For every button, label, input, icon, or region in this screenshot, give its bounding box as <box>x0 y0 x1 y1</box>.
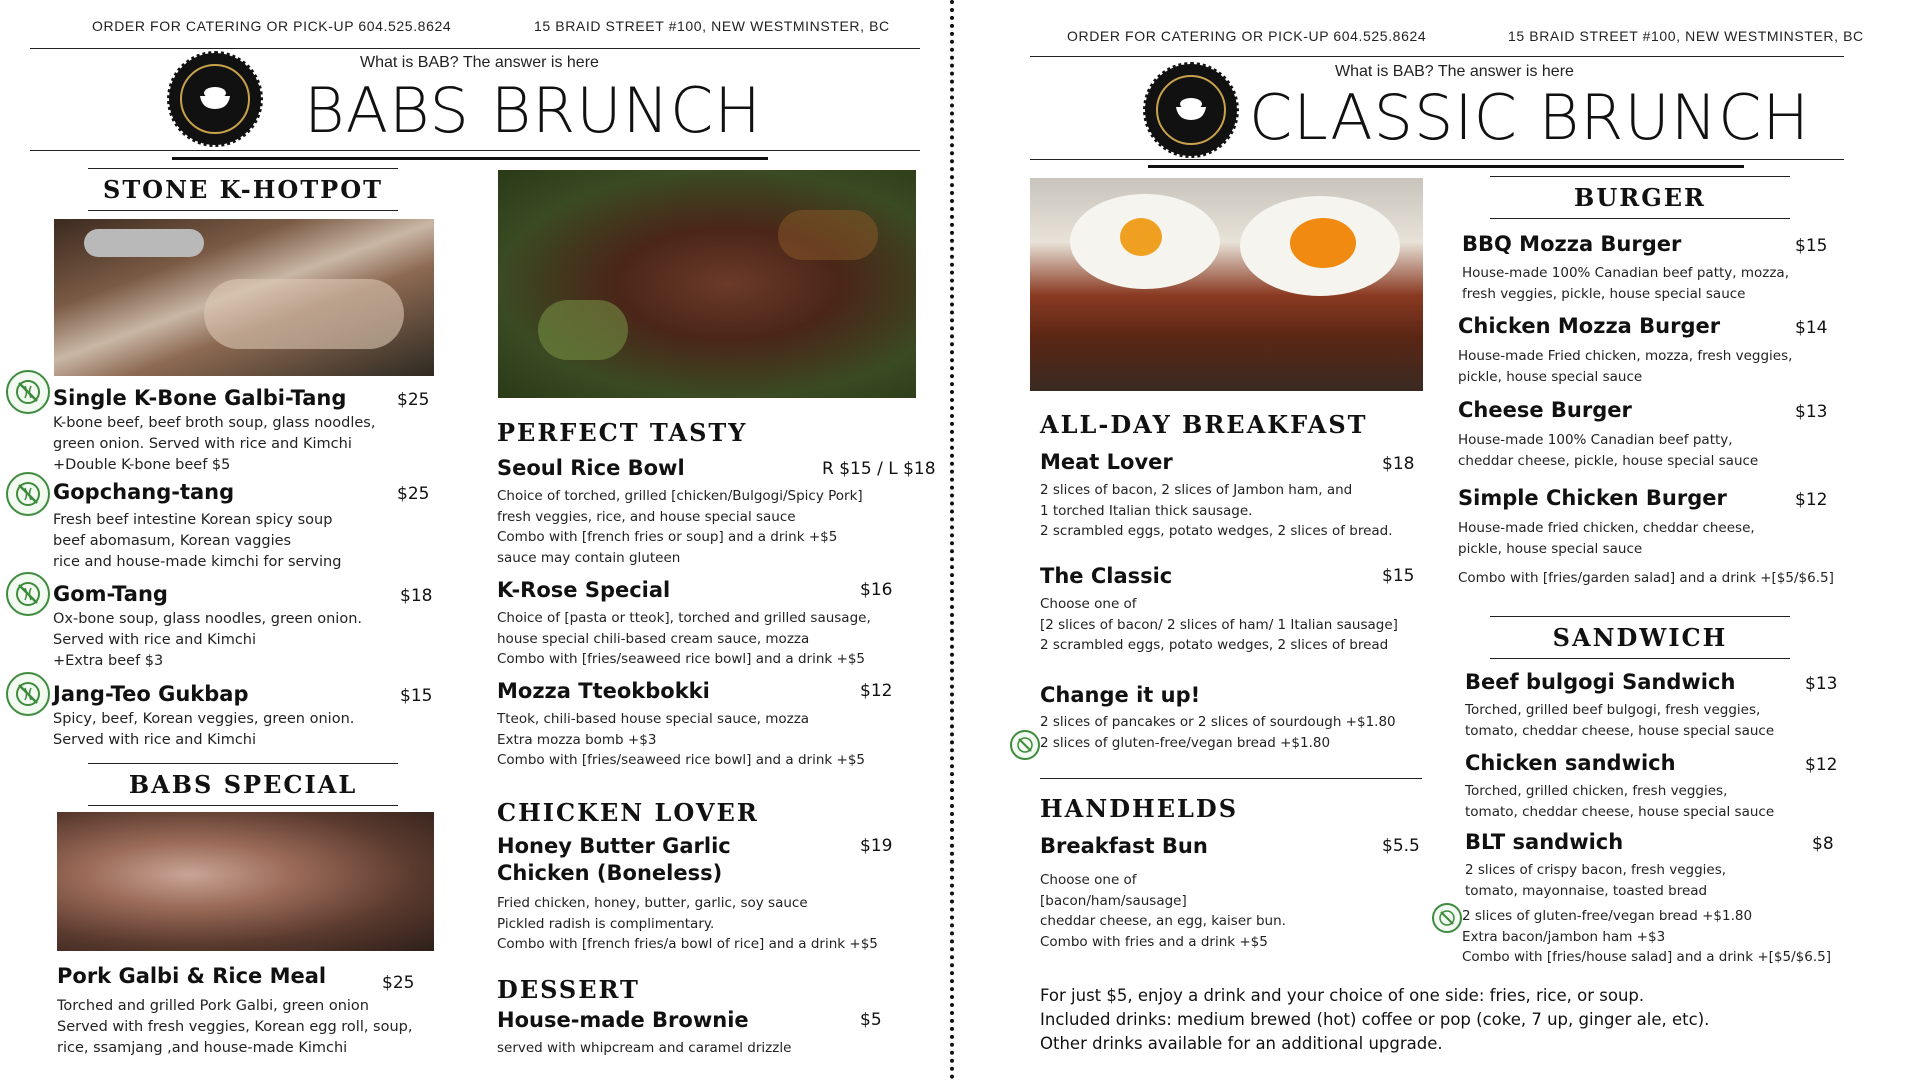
item-desc: [2 slices of bacon/ 2 slices of ham/ 1 Italian sausage] <box>1040 616 1398 633</box>
item-price: $12 <box>1805 755 1838 775</box>
order-info: ORDER FOR CATERING OR PICK-UP 604.525.8624 <box>92 18 452 34</box>
item-desc: Tteok, chili-based house special sauce, mozza <box>497 711 810 727</box>
pork-galbi-photo <box>57 812 434 951</box>
section-babs-special <box>88 763 398 806</box>
item-name: Pork Galbi & Rice Meal <box>57 964 327 988</box>
gluten-free-icon <box>1432 903 1462 933</box>
item-price: R $15 / L $18 <box>822 459 936 479</box>
item-desc: Torched, grilled chicken, fresh veggies, <box>1465 783 1728 799</box>
sandwich-extra: Extra bacon/jambon ham +$3 <box>1462 928 1666 945</box>
gluten-free-icon <box>6 472 50 516</box>
item-name: House-made Brownie <box>497 1008 749 1032</box>
item-desc: Fried chicken, honey, butter, garlic, soy sauce <box>497 895 808 911</box>
item-price: $15 <box>400 686 433 706</box>
section-title: BURGER <box>1574 183 1706 212</box>
item-price: $12 <box>1795 490 1828 510</box>
item-name: Beef bulgogi Sandwich <box>1465 670 1736 694</box>
item-name: Gopchang-tang <box>53 480 235 504</box>
title-rule <box>1030 159 1844 160</box>
item-desc: Torched, grilled beef bulgogi, fresh veggies, <box>1465 702 1761 718</box>
item-price: $19 <box>860 836 893 856</box>
item-price: $5.5 <box>1382 836 1420 856</box>
tagline: What is BAB? The answer is here <box>1335 63 1574 80</box>
section-title-chicken-lover: CHICKEN LOVER <box>497 798 759 827</box>
header-rule <box>1030 56 1844 57</box>
item-desc: fresh veggies, rice, and house special sauce <box>497 508 796 525</box>
item-name: Honey Butter Garlic <box>497 834 731 858</box>
item-desc: Combo with [french fries/a bowl of rice] and a drink +$5 <box>497 936 878 952</box>
item-name: BLT sandwich <box>1465 830 1624 854</box>
section-burger <box>1490 176 1790 219</box>
item-desc: rice and house-made kimchi for serving <box>53 554 342 570</box>
item-desc: Served with rice and Kimchi <box>53 632 257 648</box>
tagline: What is BAB? The answer is here <box>360 54 599 71</box>
item-name: Simple Chicken Burger <box>1458 486 1727 510</box>
title-rule-thick <box>1148 165 1744 168</box>
item-desc: Served with fresh veggies, Korean egg roll, soup, <box>57 1019 413 1035</box>
item-price: $25 <box>397 484 430 504</box>
bab-logo <box>172 56 258 142</box>
section-title: SANDWICH <box>1552 623 1728 652</box>
address: 15 BRAID STREET #100, NEW WESTMINSTER, BC <box>1508 28 1864 44</box>
item-name: Seoul Rice Bowl <box>497 456 685 480</box>
item-desc: served with whipcream and caramel drizzle <box>497 1040 792 1056</box>
item-name: Change it up! <box>1040 683 1201 707</box>
sandwich-extra: Combo with [fries/house salad] and a drink +[$5/$6.5] <box>1462 949 1831 965</box>
item-desc: Spicy, beef, Korean veggies, green onion. <box>53 711 355 727</box>
bulgogi-photo <box>498 170 916 398</box>
item-desc: +Extra beef $3 <box>53 653 164 669</box>
item-name: K-Rose Special <box>497 578 671 602</box>
item-desc: Choose one of <box>1040 596 1137 612</box>
item-desc: Extra mozza bomb +$3 <box>497 731 657 748</box>
item-name: Gom-Tang <box>53 582 168 606</box>
gluten-free-icon <box>6 572 50 616</box>
item-desc: tomato, cheddar cheese, house special sauce <box>1465 722 1775 739</box>
galbitang-photo <box>54 219 434 376</box>
item-price: $13 <box>1795 402 1828 422</box>
address: 15 BRAID STREET #100, NEW WESTMINSTER, BC <box>534 18 890 34</box>
item-desc: Torched and grilled Pork Galbi, green onion <box>57 998 369 1014</box>
item-desc: 2 scrambled eggs, potato wedges, 2 slices of bread. <box>1040 523 1393 539</box>
section-title-handhelds: HANDHELDS <box>1040 794 1239 823</box>
section-sandwich <box>1490 616 1790 659</box>
header-rule <box>30 48 920 49</box>
item-price: $18 <box>400 586 433 606</box>
bab-logo <box>1148 67 1234 153</box>
footer-note <box>1040 984 1709 1056</box>
item-desc: Combo with [french fries or soup] and a drink +$5 <box>497 529 838 545</box>
item-name: Mozza Tteokbokki <box>497 679 710 703</box>
page-title: CLASSIC BRUNCH <box>1249 81 1811 154</box>
item-desc: House-made 100% Canadian beef patty, <box>1458 432 1733 448</box>
section-title: STONE K-HOTPOT <box>102 175 383 204</box>
item-name: Chicken sandwich <box>1465 751 1676 775</box>
item-name: Cheese Burger <box>1458 398 1632 422</box>
footer-line: For just $5, enjoy a drink and your choice of one side: fries, rice, or soup. <box>1040 986 1645 1005</box>
page-divider <box>950 0 954 1080</box>
gluten-free-icon <box>6 370 50 414</box>
gluten-free-icon <box>6 672 50 716</box>
item-price: $15 <box>1382 566 1415 586</box>
item-desc: Choice of [pasta or tteok], torched and grilled sausage, <box>497 610 871 626</box>
item-price: $12 <box>860 681 893 701</box>
page-title: BABS BRUNCH <box>304 74 762 147</box>
item-price: $5 <box>860 1010 882 1030</box>
item-desc: rice, ssamjang ,and house-made Kimchi <box>57 1040 348 1056</box>
item-price: $14 <box>1795 318 1828 338</box>
item-price: $16 <box>860 580 893 600</box>
item-desc: K-bone beef, beef broth soup, glass noodles, <box>53 415 376 431</box>
section-title-perfect-tasty: PERFECT TASTY <box>497 418 748 447</box>
item-desc: tomato, cheddar cheese, house special sauce <box>1465 803 1775 820</box>
item-desc: +Double K-bone beef $5 <box>53 457 231 473</box>
section-stone-hotpot <box>88 168 398 211</box>
item-name: Meat Lover <box>1040 450 1173 474</box>
item-desc: Served with rice and Kimchi <box>53 732 257 748</box>
breakfast-photo <box>1030 178 1423 391</box>
item-price: $18 <box>1382 454 1415 474</box>
item-desc: cheddar cheese, pickle, house special sauce <box>1458 452 1759 469</box>
item-desc: Combo with [fries/seaweed rice bowl] and a drink +$5 <box>497 752 866 768</box>
section-title-all-day-breakfast: ALL-DAY BREAKFAST <box>1040 410 1368 439</box>
item-name: The Classic <box>1040 564 1173 588</box>
item-desc: House-made fried chicken, cheddar cheese, <box>1458 520 1755 536</box>
item-desc: Combo with fries and a drink +$5 <box>1040 933 1268 950</box>
footer-line: Included drinks: medium brewed (hot) coffee or pop (coke, 7 up, ginger ale, etc). <box>1040 1010 1710 1029</box>
section-title-dessert: DESSERT <box>497 975 640 1004</box>
item-desc: Combo with [fries/seaweed rice bowl] and a drink +$5 <box>497 651 866 667</box>
item-desc: 2 slices of bacon, 2 slices of Jambon ham, and <box>1040 482 1353 498</box>
sandwich-extra: 2 slices of gluten-free/vegan bread +$1.80 <box>1462 908 1753 924</box>
item-desc: 1 torched Italian thick sausage. <box>1040 502 1253 519</box>
item-desc: 2 slices of gluten-free/vegan bread +$1.80 <box>1040 734 1331 751</box>
item-desc: house special chili-based cream sauce, mozza <box>497 630 810 647</box>
gluten-free-icon <box>1010 730 1040 760</box>
section-rule <box>1040 778 1422 779</box>
item-desc: Choice of torched, grilled [chicken/Bulgogi/Spicy Pork] <box>497 488 863 504</box>
item-desc: 2 slices of crispy bacon, fresh veggies, <box>1465 862 1727 878</box>
item-desc: Choose one of <box>1040 872 1137 888</box>
item-price: $13 <box>1805 674 1838 694</box>
item-name: BBQ Mozza Burger <box>1462 232 1682 256</box>
item-desc: [bacon/ham/sausage] <box>1040 892 1187 909</box>
item-desc: 2 scrambled eggs, potato wedges, 2 slices of bread <box>1040 637 1389 653</box>
item-price: $25 <box>397 390 430 410</box>
item-desc: sauce may contain gluteen <box>497 549 681 566</box>
item-desc: green onion. Served with rice and Kimchi <box>53 436 352 452</box>
item-desc: fresh veggies, pickle, house special sauce <box>1462 285 1746 302</box>
item-price: $25 <box>382 973 415 993</box>
item-desc: Ox-bone soup, glass noodles, green onion. <box>53 611 363 627</box>
item-price: $8 <box>1812 834 1834 854</box>
item-desc: beef abomasum, Korean vaggies <box>53 533 292 549</box>
item-desc: House-made Fried chicken, mozza, fresh veggies, <box>1458 348 1793 364</box>
item-name: Chicken (Boneless) <box>497 861 723 885</box>
item-desc: House-made 100% Canadian beef patty, mozza, <box>1462 265 1789 281</box>
item-desc: tomato, mayonnaise, toasted bread <box>1465 882 1708 899</box>
title-rule <box>30 150 920 151</box>
item-name: Breakfast Bun <box>1040 834 1208 858</box>
item-desc: pickle, house special sauce <box>1458 540 1643 557</box>
burger-combo-note: Combo with [fries/garden salad] and a drink +[$5/$6.5] <box>1458 570 1834 586</box>
item-name: Chicken Mozza Burger <box>1458 314 1721 338</box>
section-title: BABS SPECIAL <box>128 770 358 799</box>
item-price: $15 <box>1795 236 1828 256</box>
item-desc: pickle, house special sauce <box>1458 368 1643 385</box>
title-rule-thick <box>172 157 768 160</box>
footer-line: Other drinks available for an additional upgrade. <box>1040 1034 1443 1053</box>
item-desc: cheddar cheese, an egg, kaiser bun. <box>1040 913 1286 929</box>
item-desc: Pickled radish is complimentary. <box>497 915 715 932</box>
order-info: ORDER FOR CATERING OR PICK-UP 604.525.8624 <box>1067 28 1427 44</box>
item-name: Single K-Bone Galbi-Tang <box>53 386 347 410</box>
item-name: Jang-Teo Gukbap <box>53 682 249 706</box>
item-desc: 2 slices of pancakes or 2 slices of sourdough +$1.80 <box>1040 714 1396 730</box>
item-desc: Fresh beef intestine Korean spicy soup <box>53 512 333 528</box>
